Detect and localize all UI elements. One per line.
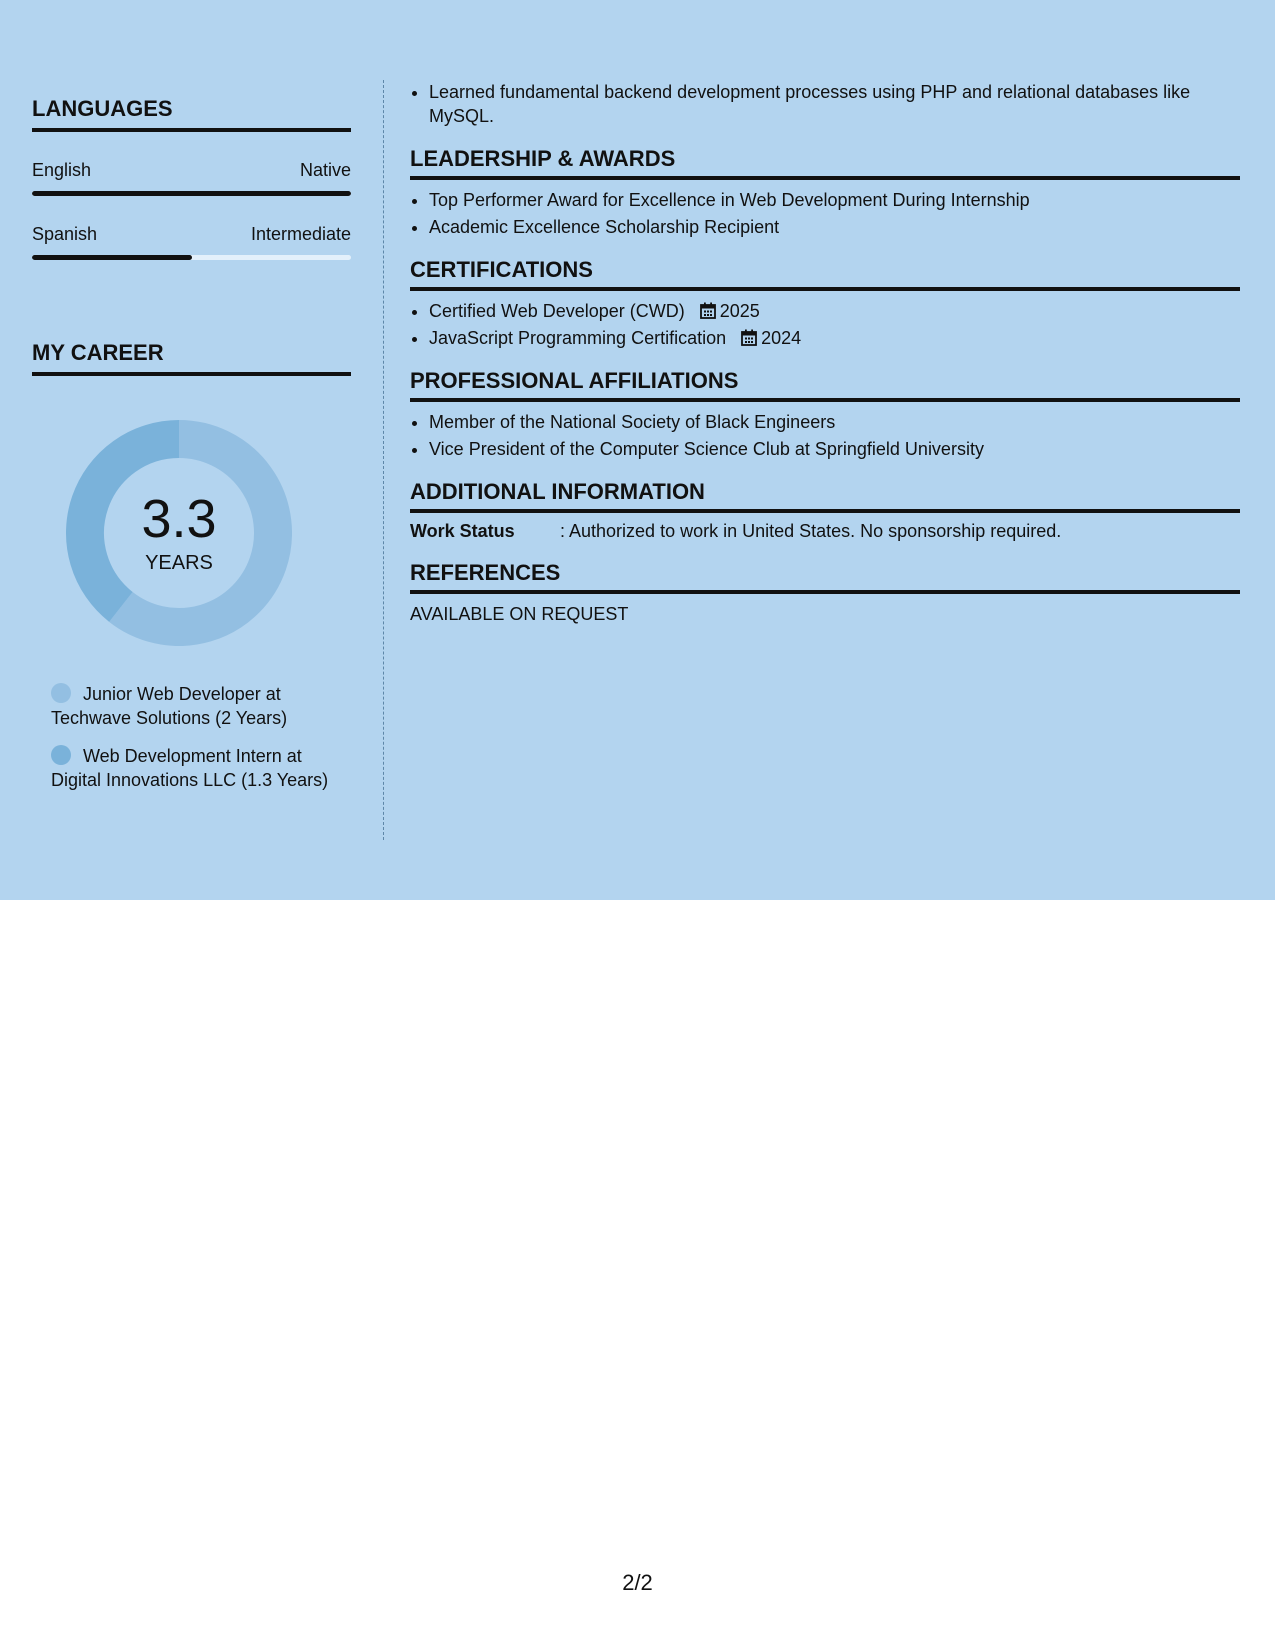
leadership-heading: LEADERSHIP & AWARDS: [410, 146, 1240, 180]
calendar-icon: [741, 329, 757, 346]
work-status-value: : Authorized to work in United States. No sponsorship required.: [560, 521, 1062, 541]
affiliations-list: [410, 410, 1240, 461]
additional-info-heading: ADDITIONAL INFORMATION: [410, 479, 1240, 513]
career-legend: [51, 682, 331, 792]
left-column: [32, 80, 351, 806]
certifications-list: [410, 299, 1240, 350]
list-item: • Top Performer Award for Excellence in Web Development During Internship: [429, 188, 1240, 212]
language-item-spanish: [32, 224, 351, 260]
career-total-unit: YEARS: [145, 551, 213, 574]
legend-item: [51, 682, 331, 730]
certification-name: JavaScript Programming Certification: [429, 328, 727, 348]
right-column: [410, 80, 1240, 625]
language-name: English: [32, 160, 92, 180]
work-status-row: [410, 521, 1240, 542]
certification-year: 2024: [761, 328, 802, 348]
career-heading: MY CAREER: [32, 340, 351, 376]
certification-item: [429, 299, 1240, 323]
legend-label: Web Development Intern at Digital Innovations LLC (1.3 Years): [51, 746, 329, 790]
language-proficiency-bar: [32, 255, 351, 260]
references-text: AVAILABLE ON REQUEST: [410, 604, 629, 624]
work-status-label: Work Status: [410, 521, 515, 541]
legend-dot-icon: [51, 683, 71, 703]
language-level: Native: [299, 160, 351, 180]
legend-label: Junior Web Developer at Techwave Solutions (2 Years): [51, 684, 288, 728]
language-item-english: [32, 160, 351, 196]
language-level: Intermediate: [250, 224, 351, 244]
list-item: • Vice President of the Computer Science Club at Springfield University: [429, 437, 1240, 461]
leadership-list: [410, 188, 1240, 239]
page-number: 2/2: [622, 1570, 653, 1595]
list-item: • Academic Excellence Scholarship Recipient: [429, 215, 1240, 239]
certification-item: [429, 326, 1240, 350]
career-donut-chart: [66, 420, 292, 646]
language-proficiency-fill: [32, 191, 351, 196]
career-total-value: 3.3: [141, 488, 217, 549]
language-proficiency-bar: [32, 191, 351, 196]
list-item: • Member of the National Society of Black Engineers: [429, 410, 1240, 434]
legend-item: [51, 744, 331, 792]
column-divider: [383, 80, 384, 840]
languages-heading: LANGUAGES: [32, 96, 351, 132]
certification-name: Certified Web Developer (CWD): [429, 301, 685, 321]
experience-bullet: • Learned fundamental backend development processes using PHP and relational databases like MySQL.: [429, 80, 1240, 128]
calendar-icon: [700, 302, 716, 319]
affiliations-heading: PROFESSIONAL AFFILIATIONS: [410, 368, 1240, 402]
certification-year: 2025: [719, 301, 760, 321]
language-proficiency-fill: [32, 255, 192, 260]
experience-bullets: [410, 80, 1240, 128]
certifications-heading: CERTIFICATIONS: [410, 257, 1240, 291]
references-heading: REFERENCES: [410, 560, 1240, 594]
legend-dot-icon: [51, 745, 71, 765]
language-name: Spanish: [32, 224, 98, 244]
